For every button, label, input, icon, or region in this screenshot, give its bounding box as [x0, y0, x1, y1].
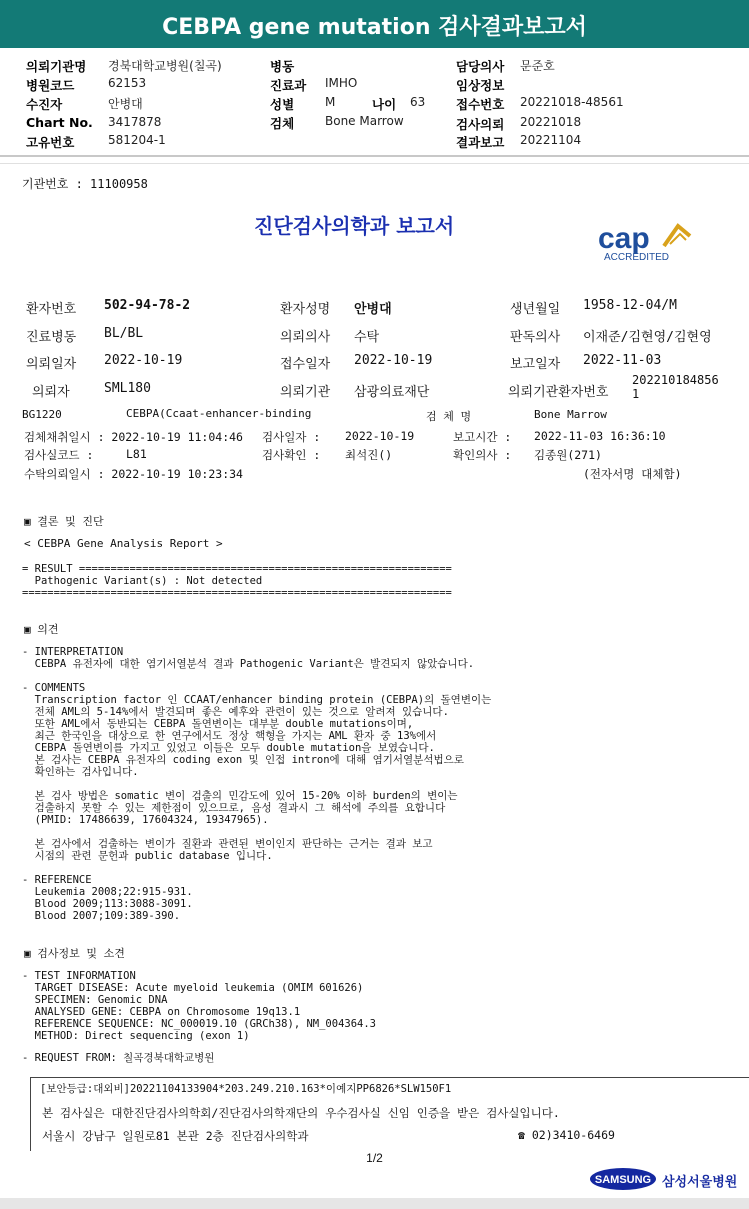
header-label: 나이: [372, 97, 397, 112]
header-label: 검체: [270, 116, 295, 131]
patient-value: BL/BL: [104, 326, 144, 341]
result-block: = RESULT =========================================================== Pathogenic Variant(s) : Not detected ====================================================================: [22, 563, 452, 599]
header-value: 문준호: [520, 59, 555, 73]
patient-label: 의뢰자: [32, 385, 70, 400]
phone-text: ☎ 02)3410-6469: [518, 1128, 615, 1142]
patient-value: SML180: [104, 381, 151, 396]
header-value: 581204-1: [108, 133, 166, 147]
header-value: 20221104: [520, 133, 582, 147]
header-label: 수진자: [26, 97, 63, 112]
header-value: 20221018: [520, 115, 582, 129]
lab-code-label: 검사실코드 :: [24, 448, 94, 462]
header-value: IMHO: [325, 76, 358, 90]
certification-text: 본 검사실은 대한진단검사의학회/진단검사의학재단의 우수검사실 신임 인증을 받은 검사실입니다.: [42, 1106, 560, 1120]
institution-number: 기관번호 : 11100958: [22, 177, 148, 191]
testinfo-section-title: ▣ 검사정보 및 소견: [24, 947, 125, 960]
header-label: 담당의사: [456, 59, 505, 74]
header-label: 접수번호: [456, 97, 505, 112]
collection-datetime: 검체채취일시 : 2022-10-19 11:04:46: [24, 430, 243, 444]
report-name: < CEBPA Gene Analysis Report >: [24, 537, 223, 550]
patient-label: 의뢰일자: [26, 357, 77, 372]
document-title: CEBPA gene mutation 검사결과보고서: [162, 15, 587, 40]
patient-label: 환자번호: [26, 302, 77, 317]
specimen-value: Bone Marrow: [534, 408, 607, 421]
report-time-label: 보고시간 :: [453, 430, 512, 444]
patient-label: 환자성명: [280, 302, 331, 317]
cap-logo-icon: [594, 214, 694, 264]
header-label: 고유번호: [26, 135, 75, 150]
comments-text: - COMMENTS Transcription factor 인 CCAAT/enhancer binding protein (CEBPA)의 돌연변이는 전체 AML의 5-14%에서 발견되며 좋은 예후와 관련이 있는 것으로 알려져 있습니다. 또한 AML에서 동반되는 CEBPA 돌연변이는 대부분 double mutations이며, 최근 한국인을 대상으로 한 연구에서도 정상 핵형을 가지는 AML 환자 중 13%에서 CEBPA 돌연변이를 가지고 있었고 이들은 모두 double mutation을 보였습니다. 본 검사는 CEBPA 유전자의 coding exon 및 인접 intron에 대해 염기서열분석법으로 확인하는 검사입니다. 본 검사 방법은 somatic 변이 검출의 민감도에 있어 15-20% 이하 burden의 변이는 검출하지 못할 수 있는 제한점이 있으므로, 음성 결과시 그 해석에 주의를 요합니다 (PMID: 17486639, 17604324, 19347965). 본 검사에서 검출하는 변이가 질환과 관련된 변이인지 판단하는 근거는 결과 보고 시점의 관련 문헌과 public database 입니다.: [22, 682, 492, 862]
interpretation-text: - INTERPRETATION CEBPA 유전자에 대한 염기서열분석 결과 Pathogenic Variant은 발견되지 않았습니다.: [22, 646, 475, 670]
e-signature-note: (전자서명 대체함): [583, 467, 682, 481]
address-text: 서울시 강남구 일원로81 본관 2층 진단검사의학과: [42, 1129, 309, 1143]
report-time-value: 2022-11-03 16:36:10: [534, 429, 666, 443]
patient-label: 의뢰기관: [280, 385, 331, 400]
patient-label: 의뢰의사: [280, 330, 331, 345]
conclusion-section-title: ▣ 결론 및 진단: [24, 515, 104, 528]
cap-accredited-logo: [594, 214, 694, 264]
bottom-band: [0, 1198, 749, 1209]
patient-label: 의뢰기관환자번호: [508, 385, 609, 400]
header-value: 63: [410, 95, 426, 109]
patient-label: 생년월일: [510, 302, 561, 317]
specimen-label: 검 체 명: [426, 410, 472, 423]
title-bar: [0, 0, 749, 48]
test-confirm-label: 검사확인 :: [262, 448, 321, 462]
patient-value: 502-94-78-2: [104, 298, 191, 313]
patient-value: 2022-10-19: [104, 353, 183, 368]
patient-label: 진료병동: [26, 330, 77, 345]
hospital-name: 삼성서울병원: [662, 1175, 738, 1190]
patient-value: 수탁: [354, 330, 380, 345]
patient-value: 안병대: [354, 302, 392, 317]
header-label: 성별: [270, 97, 295, 112]
header-value: 경북대학교병원(칠곡): [108, 59, 222, 73]
divider: [0, 155, 749, 157]
patient-label: 판독의사: [510, 330, 561, 345]
patient-label: 보고일자: [510, 357, 561, 372]
test-code: BG1220: [22, 408, 62, 421]
cap-logo-text: cap: [598, 222, 650, 255]
test-information-text: - TEST INFORMATION TARGET DISEASE: Acute myeloid leukemia (OMIM 601626) SPECIMEN: Genomic DNA ANALYSED GENE: CEBPA on Chromosome 19q13.1 REFERENCE SEQUENCE: NC_000019.10 (GRCh38), NM_004364.3 METHOD: Direct sequencing (exon 1): [22, 970, 377, 1042]
patient-label: 접수일자: [280, 357, 331, 372]
samsung-logo: [589, 1167, 657, 1191]
confirm-doctor-label: 확인의사 :: [453, 448, 512, 462]
consignment-datetime: 수탁의뢰일시 : 2022-10-19 10:23:34: [24, 467, 243, 481]
header-value: 62153: [108, 76, 147, 90]
header-label: 결과보고: [456, 135, 505, 150]
request-from-text: - REQUEST FROM: 칠곡경북대학교병원: [22, 1052, 215, 1064]
patient-value: 삼광의료재단: [354, 385, 430, 400]
header-value: 안병대: [108, 97, 143, 111]
header-label: Chart No.: [26, 115, 93, 130]
header-value: Bone Marrow: [325, 114, 404, 128]
header-label: 병동: [270, 59, 295, 74]
samsung-logo-text: SAMSUNG: [594, 1174, 652, 1186]
patient-value: 1958-12-04/M: [583, 298, 677, 313]
samsung-logo-icon: [589, 1167, 657, 1191]
cap-logo-subtext: ACCREDITED: [604, 252, 670, 263]
patient-value: 2022-10-19: [354, 353, 433, 368]
confirm-doctor-value: 김종원(271): [534, 448, 602, 462]
opinion-section-title: ▣ 의견: [24, 623, 59, 636]
security-line: [보안등급:대외비]20221104133904*203.249.210.163*이예지PP6826*SLW150F1: [40, 1083, 452, 1095]
header-value: 3417878: [108, 115, 162, 129]
header-label: 의뢰기관명: [26, 59, 87, 74]
patient-value: 이재준/김현영/김현영: [583, 330, 712, 345]
patient-value: 202210184856 1: [632, 373, 719, 401]
header-value: M: [325, 95, 336, 109]
test-date-value: 2022-10-19: [345, 429, 415, 443]
reference-text: - REFERENCE Leukemia 2008;22:915-931. Blood 2009;113:3088-3091. Blood 2007;109:389-390.: [22, 874, 193, 922]
lab-code-value: L81: [126, 447, 147, 461]
header-label: 병원코드: [26, 78, 75, 93]
test-date-label: 검사일자 :: [262, 430, 321, 444]
header-label: 진료과: [270, 78, 307, 93]
page-number: 1/2: [366, 1151, 383, 1165]
header-label: 검사의뢰: [456, 117, 505, 132]
header-value: 20221018-48561: [520, 95, 624, 109]
divider: [0, 163, 749, 164]
report-title: 진단검사의학과 보고서: [254, 214, 455, 238]
header-label: 임상정보: [456, 78, 505, 93]
test-name: CEBPA(Ccaat-enhancer-binding: [126, 407, 312, 420]
patient-value: 2022-11-03: [583, 353, 662, 368]
test-confirm-value: 최석진(): [345, 448, 393, 462]
